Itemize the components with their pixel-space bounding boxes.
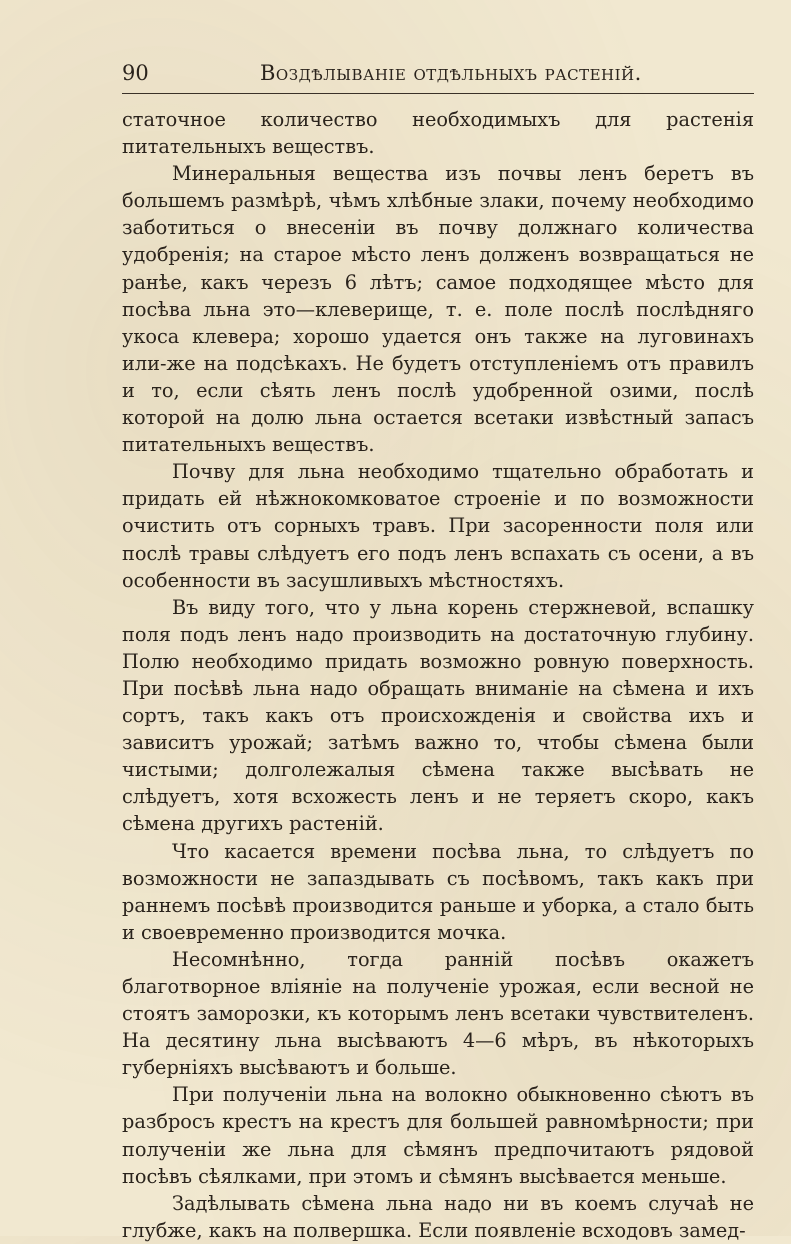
running-head: [122, 58, 754, 88]
paragraph-seed-depth: Задѣлывать сѣмена льна надо ни въ коемъ случаѣ не глубже, какъ на полвершка. Если появленіе всходовъ замед-: [122, 1191, 754, 1242]
paragraph-ploughing-and-seeds: Въ виду того, что у льна корень стержневой, вспашку поля подъ ленъ надо производить на достаточную глубину. Полю необходимо придать возможно ровную поверхность. При посѣвѣ льна надо обращать вниманіе на сѣмена и ихъ сортъ, такъ какъ отъ происхожденія и свойства ихъ и зависитъ урожай; затѣмъ важно то, чтобы сѣмена были чистыми; долголежалыя сѣмена также высѣвать не слѣдуетъ, хотя всхожесть ленъ и не теряетъ скоро, какъ сѣмена другихъ растеній.: [122, 595, 754, 836]
header-rule: [122, 93, 754, 94]
paragraph-mineral-substances: Минеральныя вещества изъ почвы ленъ беретъ въ большемъ размѣрѣ, чѣмъ хлѣбные злаки, почему необходимо заботиться о внесеніи въ почву должнаго количества удобренія; на старое мѣсто ленъ долженъ возвращаться не ранѣе, какъ черезъ 6 лѣтъ; самое подходящее мѣсто для посѣва льна это—клеверище, т. е. поле послѣ послѣдняго укоса клевера; хорошо удается онъ также на луговинахъ или-же на подсѣкахъ. Не будетъ отступленіемъ отъ правилъ и то, если сѣять ленъ послѣ удобренной озими, послѣ которой на долю льна остается всетаки извѣстный запасъ питательныхъ веществъ.: [122, 162, 754, 457]
paragraph-early-sowing: Несомнѣнно, тогда ранній посѣвъ окажетъ благотворное вліяніе на полученіе урожая, если весной не стоятъ заморозки, къ которымъ ленъ всетаки чувствителенъ. На десятину льна высѣваютъ 4—6 мѣръ, въ нѣкоторыхъ губерніяхъ высѣваютъ и больше.: [122, 947, 754, 1080]
paragraph-soil-preparation: Почву для льна необходимо тщательно обработать и придать ей нѣжнокомковатое строеніе и по возможности очистить отъ сорныхъ травъ. При засоренности поля или послѣ травы слѣдуетъ его подъ ленъ вспахать съ осени, а въ особенности въ засушливыхъ мѣстностяхъ.: [122, 460, 754, 592]
paragraph-sowing-time: Что касается времени посѣва льна, то слѣдуетъ по возможности не запаздывать съ посѣвомъ, такъ какъ при раннемъ посѣвѣ производится раньше и уборка, а стало быть и своевременно производится мочка.: [122, 839, 754, 944]
running-title: Воздѣлываніе отдѣльныхъ растеній.: [260, 61, 642, 85]
page-number: 90: [122, 61, 149, 85]
paragraph-sowing-method: При полученіи льна на волокно обыкновенно сѣютъ въ разбросъ крестъ на крестъ для большей равномѣрности; при полученіи же льна для сѣмянъ предпочитаютъ рядовой посѣвъ сѣялками, при этомъ и сѣмянъ высѣвается меньше.: [122, 1083, 754, 1188]
body-text: [122, 106, 754, 1244]
paragraph-continuation: статочное количество необходимыхъ для растенія питательныхъ веществъ.: [122, 108, 754, 159]
